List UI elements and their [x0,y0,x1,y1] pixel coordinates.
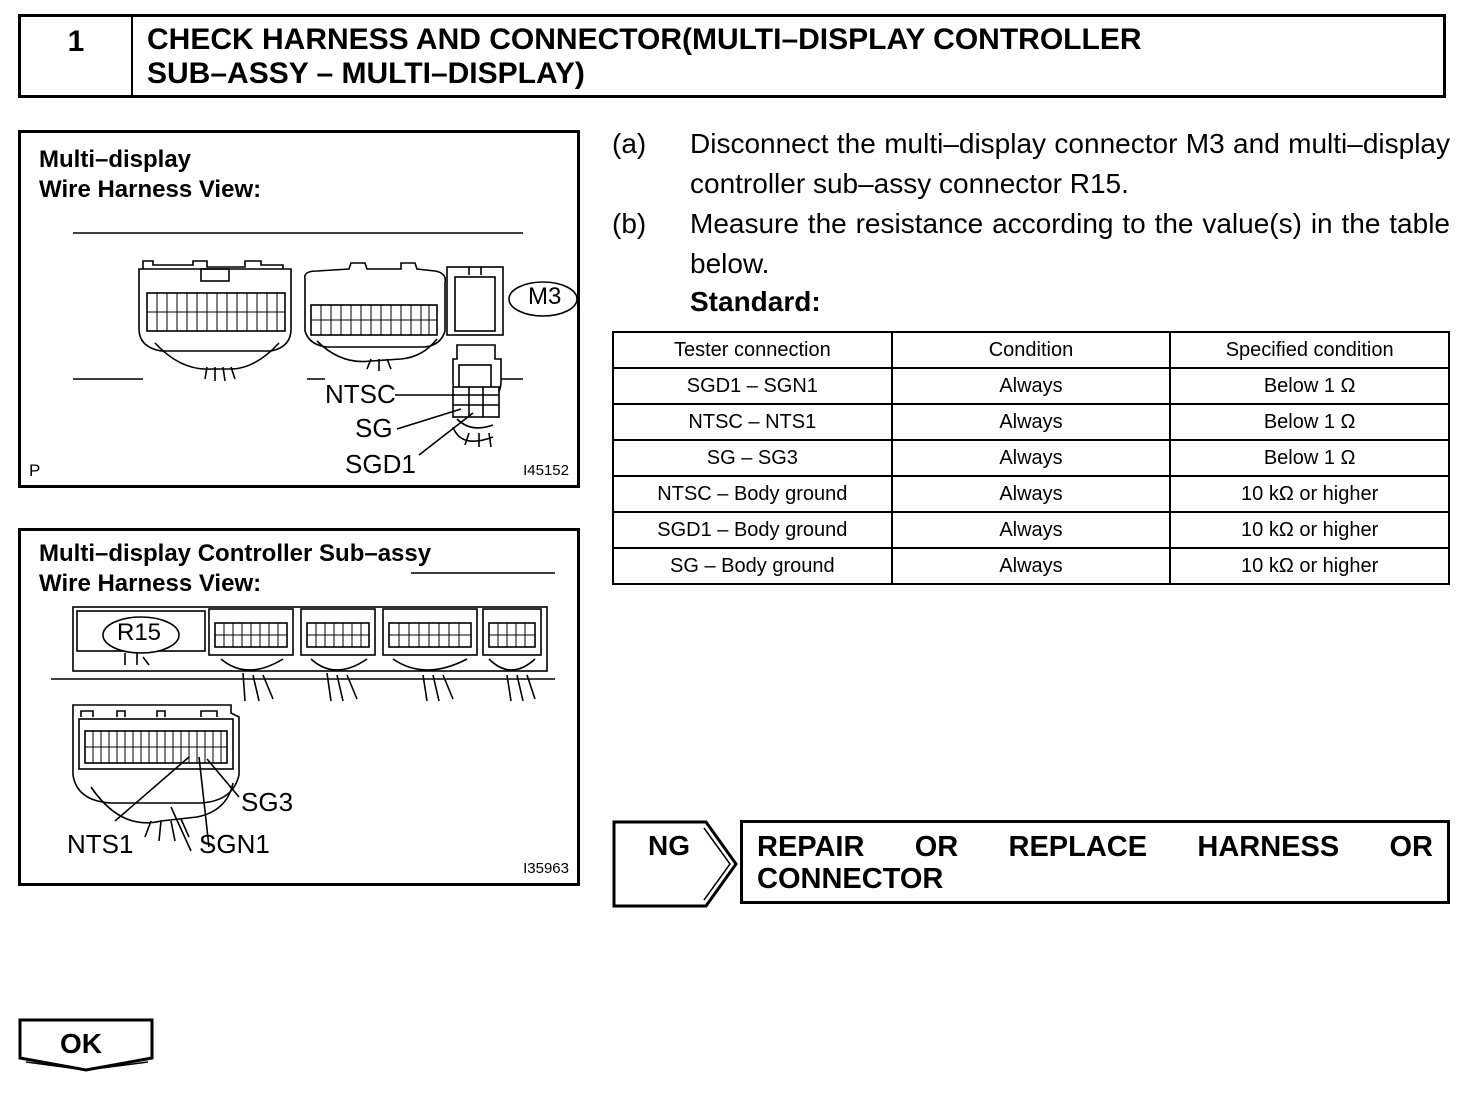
table-cell: NTSC – Body ground [613,476,892,512]
standard-label: Standard: [690,286,821,317]
table-cell: Always [892,440,1171,476]
figure-controller-harness [18,528,580,886]
table-cell: Always [892,476,1171,512]
ng-action-line2: CONNECTOR [757,863,944,895]
step-header [18,14,1446,98]
step-title-line2: SUB–ASSY – MULTI–DISPLAY) [147,57,585,90]
table-row [613,404,1449,440]
instruction-a [612,124,1450,204]
figure1-title-line1: Multi–display [39,146,192,173]
ng-action-line1 [757,831,1433,863]
table-cell: Always [892,512,1171,548]
table-cell: Always [892,368,1171,404]
instruction-b-mark: (b) [612,208,647,239]
figure1-title [39,145,261,205]
pin-label-nts1: NTS1 [67,829,134,859]
table-header: Condition [892,332,1171,368]
table-header: Tester connection [613,332,892,368]
figure1-corner-mark: P [29,461,41,480]
instruction-a-text: Disconnect the multi–display connector M3 and multi–display controller sub–assy connector R15. [690,128,1450,199]
table-cell: NTSC – NTS1 [613,404,892,440]
table-cell: 10 kΩ or higher [1170,476,1449,512]
figure2-title-line1: Multi–display Controller Sub–assy [39,540,432,567]
ng-action-box [740,820,1450,904]
figure2-title-line2: Wire Harness View: [39,570,262,597]
pin-label-sg3: SG3 [241,787,294,817]
table-cell: Below 1 Ω [1170,404,1449,440]
table-row [613,440,1449,476]
ng-action-word: HARNESS [1197,831,1340,863]
table-cell: Always [892,548,1171,584]
ng-action-word: OR [1389,831,1433,863]
figure1-title-line2: Wire Harness View: [39,176,262,203]
step-title-line1: CHECK HARNESS AND CONNECTOR(MULTI–DISPLAY CONTROLLER [147,23,1142,56]
table-row [613,548,1449,584]
table-cell: SGD1 – Body ground [613,512,892,548]
figure2-code: I35963 [523,860,569,877]
figure-multi-display-harness [18,130,580,488]
table-cell: Always [892,404,1171,440]
table-cell: Below 1 Ω [1170,440,1449,476]
table-header-row [613,332,1449,368]
table-cell: SGD1 – SGN1 [613,368,892,404]
ok-label: OK [60,1028,102,1059]
instruction-b [612,204,1450,284]
table-cell: SG – Body ground [613,548,892,584]
table-cell: Below 1 Ω [1170,368,1449,404]
figure2-title [39,539,431,599]
table-row [613,368,1449,404]
table-cell: 10 kΩ or higher [1170,512,1449,548]
ng-action-word: REPAIR [757,831,865,863]
pin-label-sgd1: SGD1 [345,449,416,479]
pin-label-sgn1: SGN1 [199,829,270,859]
table-header: Specified condition [1170,332,1449,368]
table-row [613,512,1449,548]
ng-label: NG [648,830,690,861]
table-cell: 10 kΩ or higher [1170,548,1449,584]
pin-label-sg: SG [355,413,393,443]
ng-action-word: OR [914,831,959,863]
step-title [147,23,1437,91]
table-row [613,476,1449,512]
connector-id-r15: R15 [117,619,162,646]
pin-label-ntsc: NTSC [325,379,396,409]
connector-id-m3: M3 [528,283,562,310]
figure1-code: I45152 [523,462,569,479]
instruction-a-mark: (a) [612,128,647,159]
table-cell: SG – SG3 [613,440,892,476]
step-number: 1 [21,17,133,95]
instruction-b-text: Measure the resistance according to the value(s) in the table below. [690,208,1450,279]
ng-action-word: REPLACE [1008,831,1148,863]
spec-table [612,331,1450,585]
